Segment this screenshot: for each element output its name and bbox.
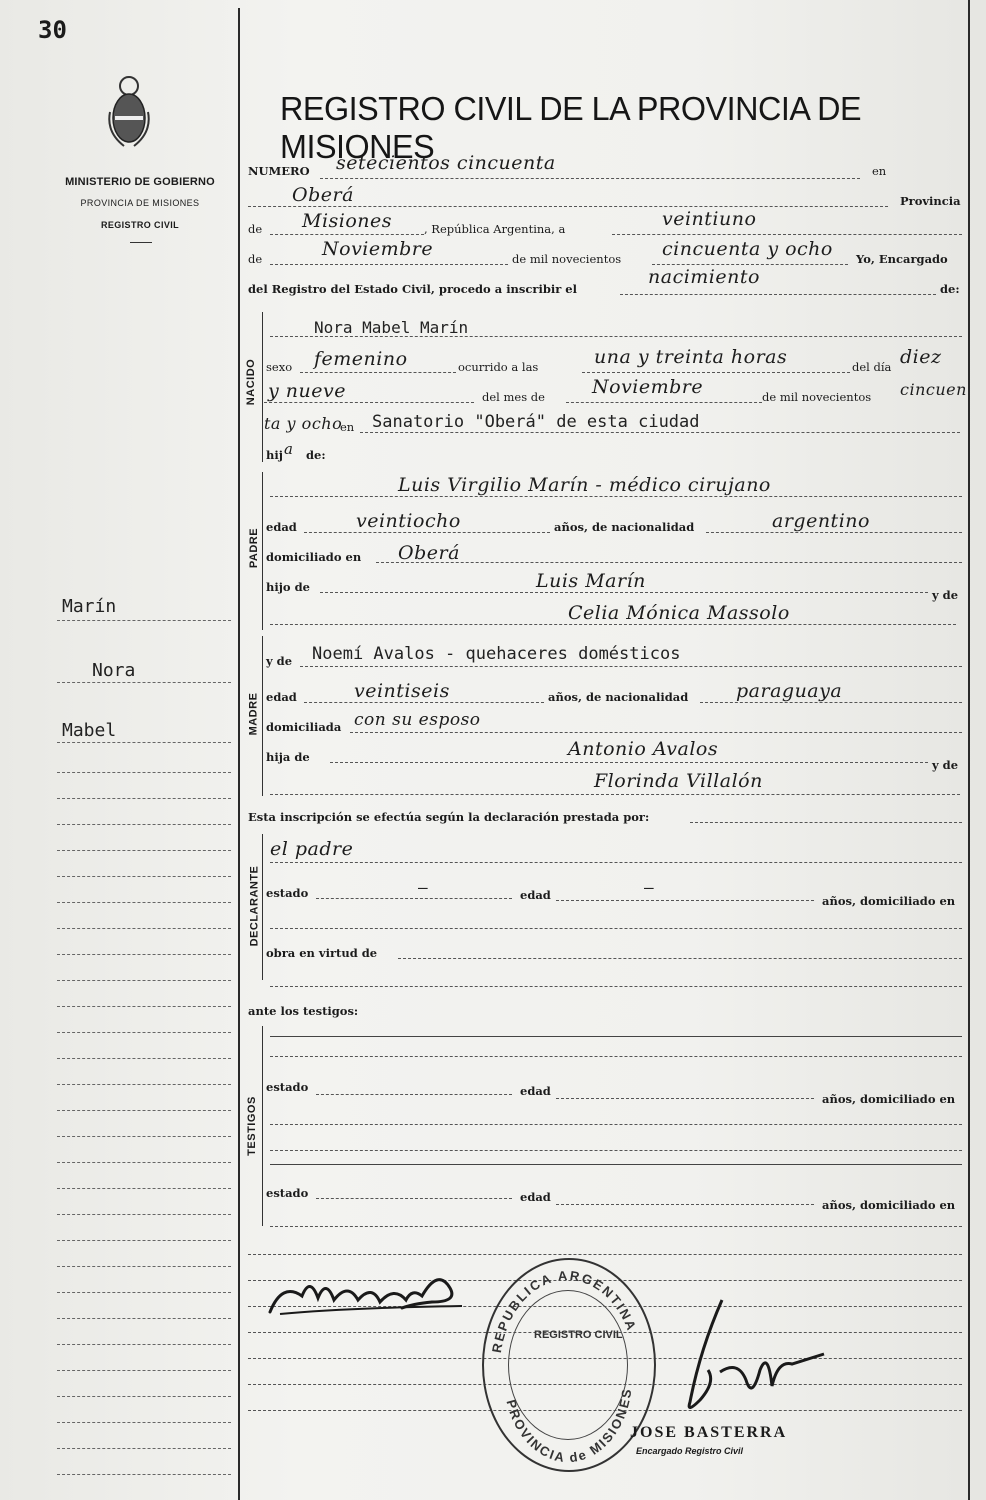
label-domiciliado: domiciliado en — [266, 550, 362, 564]
margin-name-2: Mabel — [62, 720, 117, 741]
rule — [270, 928, 962, 929]
label-edad-testigo-2: edad — [520, 1190, 551, 1204]
rule — [270, 794, 960, 795]
rule — [248, 1254, 962, 1255]
label-y-de-2: y de — [932, 758, 959, 772]
rule — [376, 562, 962, 563]
entry-mes: Noviembre — [322, 238, 434, 260]
page-title: REGISTRO CIVIL DE LA PROVINCIA DE MISIONES — [280, 90, 862, 165]
label-hijo-de-padre: hijo de — [266, 580, 310, 594]
margin-rule-line — [57, 1370, 231, 1371]
margin-rule-line — [57, 1032, 231, 1033]
margin-rule-line — [57, 824, 231, 825]
entry-numero: setecientos cincuenta — [336, 152, 556, 174]
margin-rule-line — [57, 620, 231, 621]
label-anos-nac-padre: años, de nacionalidad — [554, 520, 695, 534]
label-edad-testigo-1: edad — [520, 1084, 551, 1098]
rule — [700, 702, 962, 703]
label-anos-dom-declarante: años, domiciliado en — [822, 894, 956, 908]
section-madre: MADRE — [247, 692, 260, 736]
rule — [556, 1204, 814, 1205]
margin-rule-line — [57, 1474, 231, 1475]
margin-rule-line — [57, 682, 231, 683]
entry-padre-nacionalidad: argentino — [772, 510, 870, 532]
rule — [270, 234, 424, 235]
section-bracket — [262, 312, 263, 462]
rule — [706, 532, 962, 533]
official-title: Encargado Registro Civil — [636, 1446, 744, 1456]
margin-rule-line — [57, 1240, 231, 1241]
margin-rule-line — [57, 928, 231, 929]
rule — [300, 372, 456, 373]
svg-text:REPUBLICA ARGENTINA: REPUBLICA ARGENTINA — [488, 1267, 640, 1354]
section-bracket — [262, 834, 263, 980]
margin-rule-line — [57, 850, 231, 851]
rule — [270, 986, 962, 987]
entry-madre-nacionalidad: paraguaya — [736, 680, 843, 702]
label-estado-testigo-2: estado — [266, 1186, 309, 1200]
stamp-lettering — [482, 1258, 652, 1468]
rule — [248, 206, 888, 207]
rule — [582, 372, 850, 373]
margin-rule-line — [57, 1162, 231, 1163]
entry-padre-edad: veintiocho — [356, 510, 461, 532]
margin-rule-line — [57, 902, 231, 903]
margin-surname: Marín — [62, 596, 117, 617]
entry-abuela-materna: Florinda Villalón — [594, 770, 763, 792]
margin-rule-line — [57, 1084, 231, 1085]
label-y-de-madre: y de — [266, 654, 293, 668]
label-edad-madre: edad — [266, 690, 297, 704]
entry-madre-domicilio: con su esposo — [354, 710, 481, 730]
label-hija-de: hija de — [266, 750, 310, 764]
rule — [270, 264, 508, 265]
rule — [270, 624, 956, 625]
rule — [316, 898, 512, 899]
rule — [300, 666, 962, 667]
rule — [360, 432, 960, 433]
label-republica: , República Argentina, a — [424, 222, 566, 236]
section-bracket — [262, 1026, 263, 1226]
official-name: JOSE BASTERRA — [630, 1424, 788, 1441]
margin-rule-line — [57, 1110, 231, 1111]
entry-estado-dash: — — [418, 878, 428, 897]
label-estado-testigo-1: estado — [266, 1080, 309, 1094]
margin-rule-line — [57, 1344, 231, 1345]
entry-localidad: Oberá — [292, 184, 354, 206]
label-hijo: hij — [266, 448, 283, 462]
section-bracket — [262, 472, 263, 630]
rule — [270, 1056, 962, 1057]
label-de-colon: de: — [940, 282, 960, 296]
margin-rule — [238, 8, 240, 1500]
label-numero: NUMERO — [248, 164, 310, 178]
margin-rule-line — [57, 798, 231, 799]
rule — [270, 1124, 962, 1125]
label-anos-dom-testigo-2: años, domiciliado en — [822, 1198, 956, 1212]
rule — [320, 178, 860, 179]
province-name: PROVINCIA DE MISIONES — [80, 198, 200, 208]
margin-rule-line — [57, 954, 231, 955]
coat-of-arms-icon — [104, 72, 154, 152]
entry-hora: una y treinta horas — [594, 346, 788, 368]
rule — [398, 958, 962, 959]
margin-rule-line — [57, 1006, 231, 1007]
entry-dia-nac-2: y nueve — [268, 380, 346, 402]
rule — [330, 762, 928, 763]
margin-rule-line — [57, 1396, 231, 1397]
margin-rule-line — [57, 1136, 231, 1137]
entry-anio-nac-1: cincuen — [900, 380, 967, 399]
entry-madre-nombre: Noemí Avalos - quehaceres domésticos — [312, 644, 681, 664]
margin-rule-line — [57, 1214, 231, 1215]
rule — [566, 402, 762, 403]
entry-declarante: el padre — [270, 838, 354, 860]
rule — [270, 496, 962, 497]
declarant-signature — [262, 1262, 472, 1322]
entry-anio: cincuenta y ocho — [662, 238, 833, 260]
right-edge — [968, 0, 970, 1500]
rule — [556, 1098, 814, 1099]
entry-acto: nacimiento — [648, 266, 760, 288]
rule — [690, 822, 962, 823]
label-del-mes: del mes de — [482, 390, 545, 404]
label-edad-padre: edad — [266, 520, 297, 534]
svg-text:PROVINCIA de MISIONES: PROVINCIA de MISIONES — [503, 1386, 635, 1466]
margin-rule-line — [57, 1266, 231, 1267]
page-number: 30 — [38, 16, 67, 44]
label-hijo-de: de: — [306, 448, 326, 462]
label-edad-declarante: edad — [520, 888, 551, 902]
label-ante-testigos: ante los testigos: — [248, 1004, 359, 1018]
label-mil-novecientos: de mil novecientos — [512, 252, 622, 266]
section-bracket — [262, 636, 263, 796]
entry-madre-edad: veintiseis — [354, 680, 450, 702]
rule — [320, 592, 928, 593]
official-signature — [660, 1290, 840, 1420]
label-de: de — [248, 222, 263, 236]
margin-rule-line — [57, 1058, 231, 1059]
label-domiciliada: domiciliada — [266, 720, 342, 734]
svg-text:REGISTRO CIVIL: REGISTRO CIVIL — [534, 1329, 623, 1341]
office-name: REGISTRO CIVIL — [100, 220, 180, 230]
margin-rule-line — [57, 1448, 231, 1449]
entry-abuelo-paterno: Luis Marín — [536, 570, 646, 592]
margin-rule-line — [57, 772, 231, 773]
label-estado-declarante: estado — [266, 886, 309, 900]
label-del-registro: del Registro del Estado Civil, procedo a inscribir el — [248, 282, 577, 296]
entry-padre-nombre: Luis Virgilio Marín - médico cirujano — [398, 474, 771, 496]
entry-mes-nac: Noviembre — [592, 376, 704, 398]
rule — [612, 234, 962, 235]
divider — [130, 242, 152, 243]
margin-rule-line — [57, 1318, 231, 1319]
margin-rule-line — [57, 1422, 231, 1423]
entry-dia-nac-1: diez — [900, 346, 942, 368]
margin-rule-line — [57, 742, 231, 743]
section-nacido: NACIDO — [245, 358, 258, 406]
rule — [652, 264, 848, 265]
rule — [316, 1094, 512, 1095]
label-yo-encargado: Yo, Encargado — [856, 252, 948, 266]
label-en-lugar: en — [340, 420, 355, 434]
rule — [270, 1036, 962, 1037]
entry-padre-domicilio: Oberá — [398, 542, 460, 564]
rule — [304, 532, 550, 533]
label-mil-nov2: de mil novecientos — [762, 390, 872, 404]
section-declarante: DECLARANTE — [248, 865, 261, 947]
label-y-de: y de — [932, 588, 959, 602]
margin-rule-line — [57, 876, 231, 877]
margin-rule-line — [57, 1292, 231, 1293]
rule — [270, 1226, 962, 1227]
entry-edad-dash: — — [644, 878, 654, 897]
ministry-name: MINISTERIO DE GOBIERNO — [65, 176, 215, 188]
label-sexo: sexo — [266, 360, 293, 374]
rule — [316, 1198, 512, 1199]
label-anos-nac-madre: años, de nacionalidad — [548, 690, 689, 704]
label-inscripcion: Esta inscripción se efectúa según la declaración prestada por: — [248, 810, 650, 824]
entry-lugar: Sanatorio "Oberá" de esta ciudad — [372, 412, 700, 432]
label-obra: obra en virtud de — [266, 946, 378, 960]
section-testigos: TESTIGOS — [245, 1096, 258, 1156]
rule — [556, 900, 814, 901]
section-padre: PADRE — [248, 527, 261, 569]
entry-provincia: Misiones — [302, 210, 393, 232]
entry-anio-nac-2: ta y ocho — [264, 414, 343, 433]
margin-rule-line — [57, 980, 231, 981]
rule — [620, 294, 936, 295]
label-ocurrido: ocurrido a las — [458, 360, 539, 374]
margin-name-1: Nora — [92, 660, 136, 681]
entry-abuela-paterna: Celia Mónica Massolo — [568, 602, 790, 624]
label-provincia: Provincia — [900, 194, 961, 208]
rule — [270, 1150, 962, 1151]
entry-abuelo-materno: Antonio Avalos — [568, 738, 719, 760]
entry-sexo: femenino — [314, 348, 408, 370]
rule — [270, 862, 962, 863]
entry-nombre: Nora Mabel Marín — [314, 318, 469, 337]
label-anos-dom-testigo-1: años, domiciliado en — [822, 1092, 956, 1106]
entry-hijo-a: a — [284, 440, 294, 458]
margin-rule-line — [57, 1188, 231, 1189]
entry-dia: veintiuno — [662, 208, 757, 230]
label-en: en — [872, 164, 887, 178]
rule — [304, 702, 544, 703]
rule — [350, 732, 962, 733]
rule — [264, 402, 474, 403]
label-de-2: de — [248, 252, 263, 266]
label-del-dia: del día — [852, 360, 892, 374]
rule — [270, 1164, 962, 1165]
